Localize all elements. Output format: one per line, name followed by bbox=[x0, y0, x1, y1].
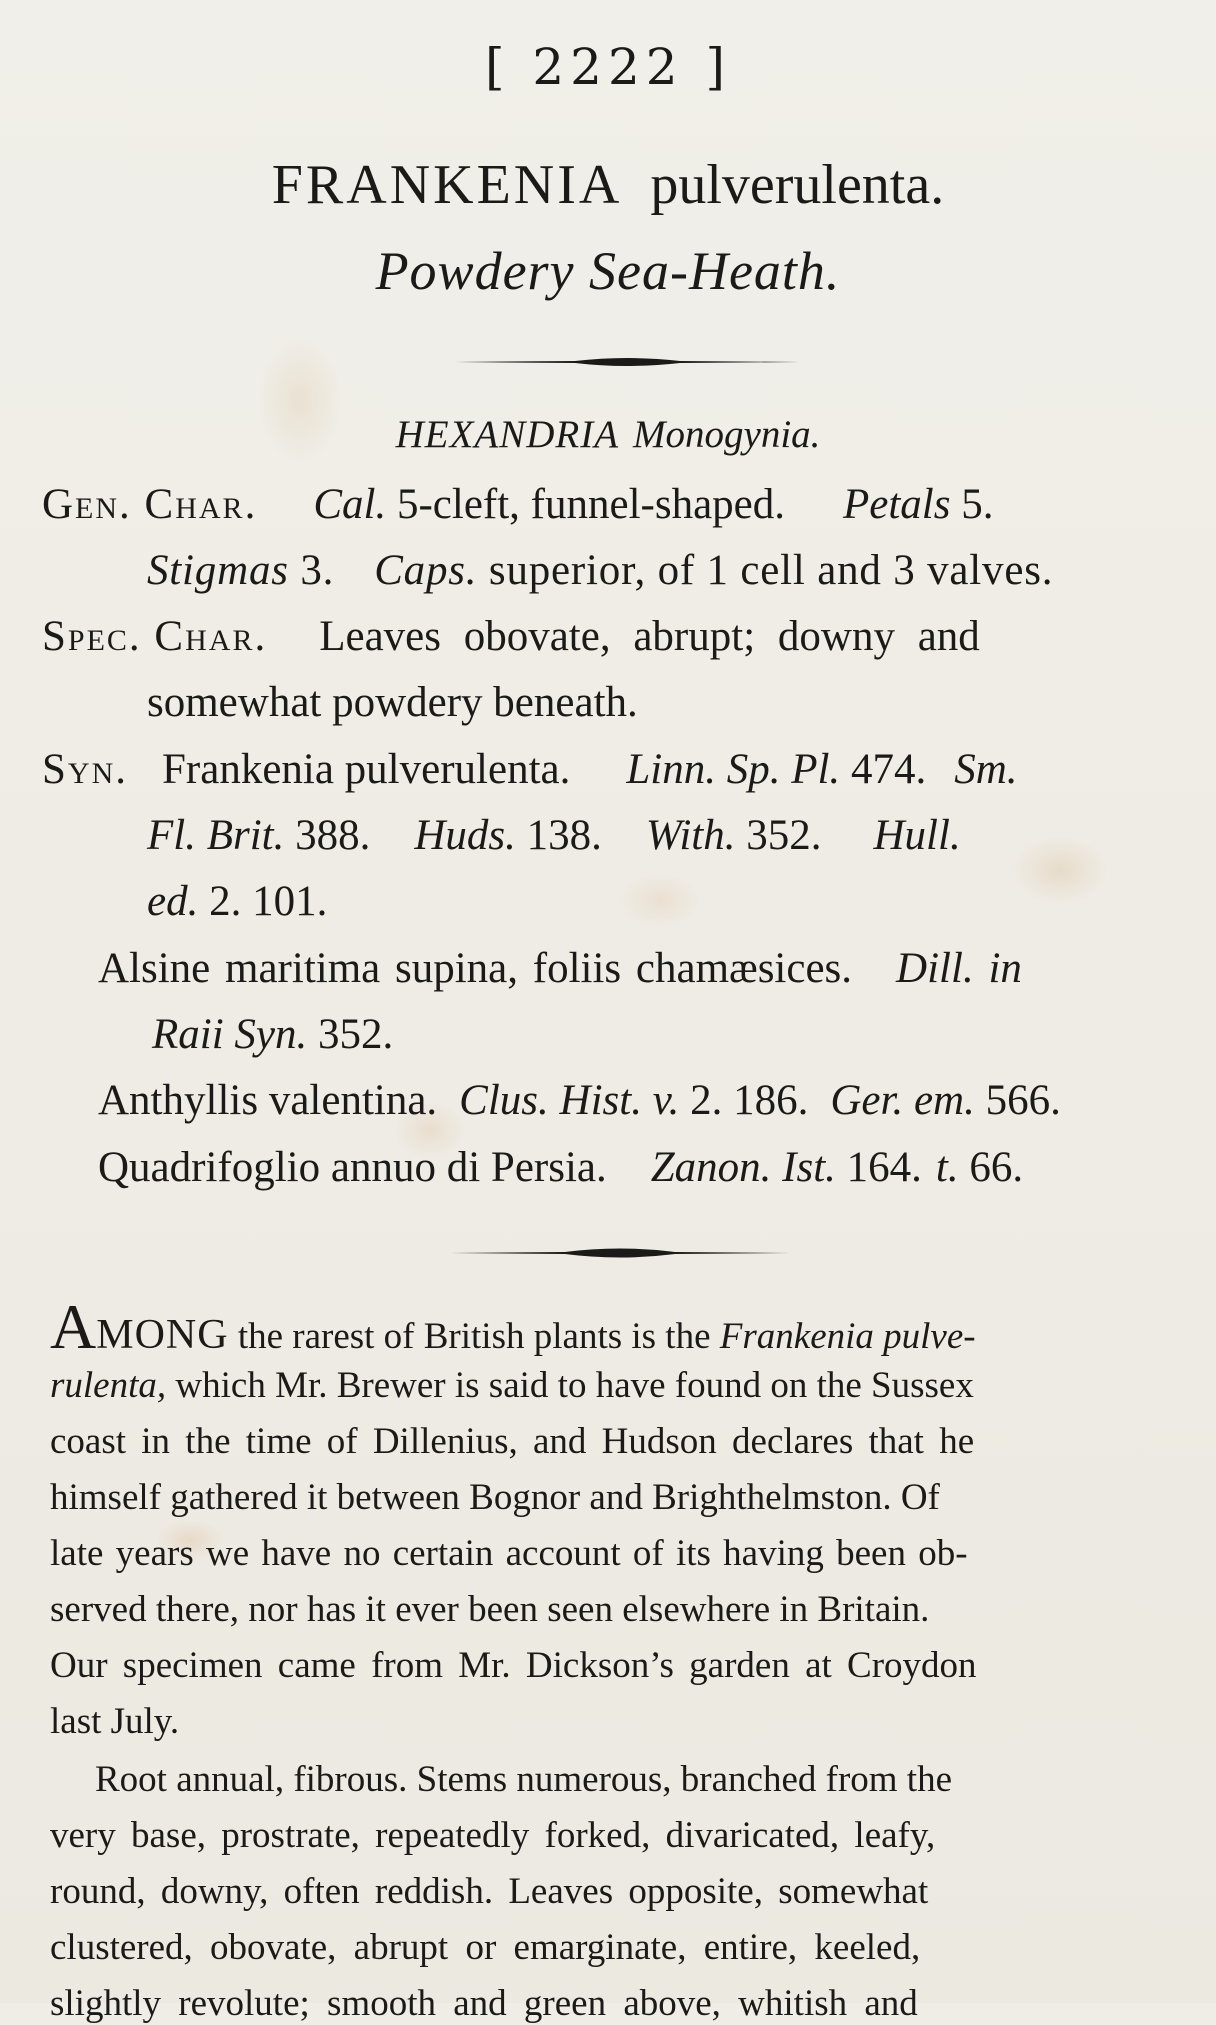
classification-class: HEXANDRIA bbox=[395, 413, 620, 456]
syn-name-3: Anthyllis valentina. bbox=[98, 1077, 438, 1124]
body-para-2-line-1: Root annual, fibrous. Stems numerous, branched from the bbox=[95, 1759, 952, 1800]
gen-char-caps: Caps. bbox=[374, 547, 478, 594]
gen-char-line-1 bbox=[42, 480, 993, 529]
body-para-2-line-4: clustered, obovate, abrupt or emarginate, entire, keeled, bbox=[50, 1927, 921, 1968]
syn-ref-ger-num: 566. bbox=[974, 1077, 1061, 1124]
syn-ref-with: With. bbox=[645, 812, 736, 859]
syn-ref-clus-num: 2. 186. bbox=[679, 1077, 809, 1124]
spec-char-text-1: Leaves obovate, abrupt; downy and bbox=[319, 613, 980, 660]
syn-ref-raii: Raii Syn. bbox=[152, 1011, 308, 1058]
body-para-1-line-4: himself gathered it between Bognor and Brighthelmston. Of bbox=[50, 1477, 940, 1518]
syn-ref-ed-num: 2. 101. bbox=[198, 878, 328, 925]
syn-name-4: Quadrifoglio annuo di Persia. bbox=[98, 1144, 607, 1191]
body-para-2-line-5: slightly revolute; smooth and green above, whitish and bbox=[50, 1983, 918, 2024]
body-para-1-line-7: Our specimen came from Mr. Dickson’s garden at Croydon bbox=[50, 1645, 977, 1686]
syn-name-1: Frankenia pulverulenta. bbox=[162, 746, 571, 793]
gen-char-cal-text: 5-cleft, funnel-shaped. bbox=[386, 481, 785, 528]
syn-name-2: Alsine maritima supina, foliis chamæsices. bbox=[98, 945, 853, 992]
classification bbox=[0, 412, 1216, 457]
gen-char-stigmas-text: 3. bbox=[288, 547, 335, 594]
gen-char-caps-text: superior, of 1 cell and 3 valves. bbox=[477, 547, 1054, 594]
spec-char-label: Spec. Char. bbox=[42, 613, 268, 660]
page-number: [ 2222 ] bbox=[484, 38, 732, 96]
para-1-italic-1: Frankenia pulve- bbox=[719, 1316, 976, 1357]
syn-ref-t: t. bbox=[935, 1144, 959, 1191]
title-species: pulverulenta. bbox=[650, 154, 945, 216]
classification-order: Monogynia. bbox=[633, 413, 821, 456]
syn-ref-sm: Sm. bbox=[954, 746, 1018, 793]
syn-ref-with-num: 352. bbox=[735, 812, 822, 859]
body-para-2-line-2: very base, prostrate, repeatedly forked, divaricated, leafy, bbox=[50, 1815, 936, 1856]
syn-line-3 bbox=[147, 877, 327, 926]
syn-ref-ger: Ger. em. bbox=[830, 1077, 975, 1124]
syn-ref-dill: Dill. in bbox=[896, 945, 1022, 992]
syn-ref-clus: Clus. Hist. v. bbox=[459, 1077, 680, 1124]
syn-ref-raii-num: 352. bbox=[307, 1011, 394, 1058]
syn-ref-linn: Linn. Sp. Pl. bbox=[626, 746, 841, 793]
syn-line-4 bbox=[98, 944, 1022, 993]
drop-cap: A bbox=[50, 1291, 97, 1362]
syn-line-5 bbox=[152, 1010, 393, 1059]
common-name: Powdery Sea-Heath. bbox=[375, 241, 841, 301]
body-para-1-line-6: served there, nor has it ever been seen elsewhere in Britain. bbox=[50, 1589, 930, 1630]
syn-ref-linn-num: 474. bbox=[840, 746, 927, 793]
gen-char-label: Gen. Char. bbox=[42, 481, 258, 528]
syn-ref-hull: Hull. bbox=[873, 812, 961, 859]
syn-ref-huds-num: 138. bbox=[515, 812, 602, 859]
syn-ref-fl-brit-num: 388. bbox=[284, 812, 371, 859]
gen-char-petals: Petals bbox=[843, 481, 951, 528]
gen-char-petals-text: 5. bbox=[950, 481, 994, 528]
spec-char-line-2: somewhat powdery beneath. bbox=[147, 679, 638, 726]
syn-ref-zanon: Zanon. Ist. bbox=[650, 1144, 836, 1191]
syn-line-1 bbox=[42, 745, 1018, 794]
syn-line-7 bbox=[98, 1143, 1023, 1192]
body-para-2-line-3: round, downy, often reddish. Leaves opposite, somewhat bbox=[50, 1871, 929, 1912]
syn-label: Syn. bbox=[42, 746, 128, 793]
spec-char-line-1 bbox=[42, 612, 980, 661]
body-para-1-line-2 bbox=[50, 1364, 974, 1407]
syn-ref-huds: Huds. bbox=[414, 812, 516, 859]
body-para-1-line-8: last July. bbox=[50, 1701, 180, 1742]
syn-line-6 bbox=[98, 1076, 1061, 1125]
body-para-1-line-5: late years we have no certain account of its having been ob- bbox=[50, 1533, 968, 1574]
para-1-text-1: the rarest of British plants is the bbox=[228, 1316, 720, 1357]
gen-char-line-2 bbox=[147, 546, 1053, 595]
syn-ref-fl-brit: Fl. Brit. bbox=[147, 812, 285, 859]
gen-char-cal: Cal. bbox=[313, 481, 387, 528]
para-1-text-2: which Mr. Brewer is said to have found on the Sussex bbox=[166, 1365, 974, 1406]
body-para-1-line-1 bbox=[50, 1290, 976, 1364]
gen-char-stigmas: Stigmas bbox=[147, 547, 289, 594]
syn-ref-zanon-num: 164. bbox=[835, 1144, 922, 1191]
syn-line-2 bbox=[147, 811, 961, 860]
para-1-italic-2: rulenta, bbox=[50, 1365, 167, 1406]
title-genus: FRANKENIA bbox=[271, 154, 623, 216]
syn-ref-t-num: 66. bbox=[958, 1144, 1024, 1191]
opening-smallcaps: MONG bbox=[96, 1312, 229, 1358]
page-title bbox=[0, 152, 1216, 217]
syn-ref-ed: ed. bbox=[147, 878, 199, 925]
body-para-1-line-3: coast in the time of Dillenius, and Hudson declares that he bbox=[50, 1421, 975, 1462]
